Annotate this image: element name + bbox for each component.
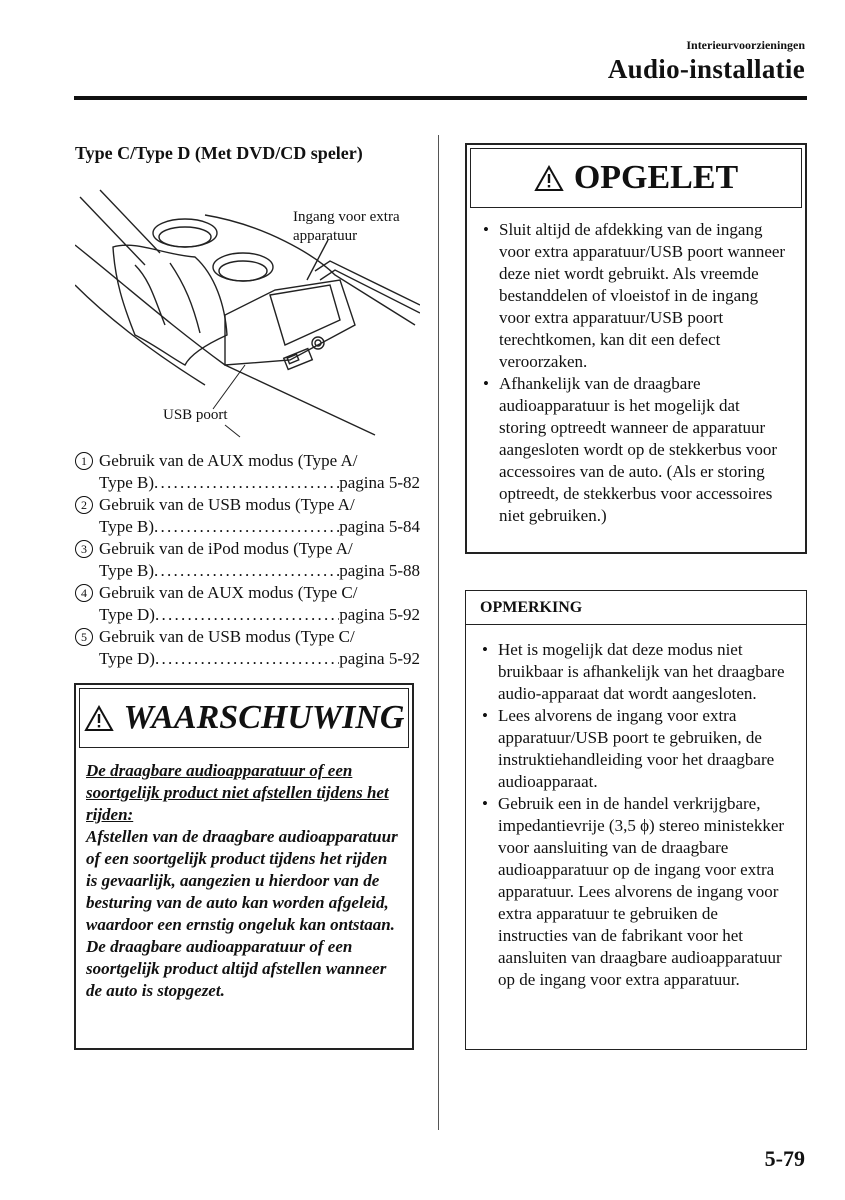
reference-item — [75, 626, 420, 670]
caution-box — [465, 143, 807, 554]
note-box — [465, 590, 807, 1050]
reference-type: Type D) — [99, 605, 155, 624]
reference-number: 2 — [75, 496, 93, 514]
caution-item: • Sluit altijd de afdekking van de ingang voor extra apparatuur/USB poort wanneer deze niet wordt gebruikt. Als vreemde bestanddelen of vloeistof in de ingang voor extra apparatuur/USB poort terechtkomen, kan dit een defect veroorzaken. — [479, 219, 791, 373]
note-item: • Lees alvorens de ingang voor extra apparatuur/USB poort te gebruiken, de instruktiehandleiding voor het draagbare audioapparaat. — [478, 705, 792, 793]
reference-page: pagina 5-84 — [339, 517, 420, 536]
column-divider — [438, 135, 439, 1130]
reference-number: 5 — [75, 628, 93, 646]
reference-item — [75, 538, 420, 582]
reference-type: Type B) — [99, 517, 154, 536]
reference-item — [75, 494, 420, 538]
warning-title: WAARSCHUWING — [123, 699, 405, 736]
page-number: 5-79 — [764, 1146, 805, 1171]
reference-type: Type D) — [99, 649, 155, 668]
aux-input-label: Ingang voor extra apparatuur — [293, 209, 400, 244]
reference-type: Type B) — [99, 473, 154, 492]
note-list — [466, 625, 806, 991]
reference-title: Gebruik van de USB modus (Type C/ — [99, 627, 355, 646]
warning-triangle-icon — [84, 705, 114, 732]
reference-number: 4 — [75, 584, 93, 602]
note-item: • Het is mogelijk dat deze modus niet bruikbaar is afhankelijk van het draagbare audio-apparaat dat wordt aangesloten. — [478, 639, 792, 705]
usb-port-label: USB poort — [163, 407, 228, 423]
page-title: Audio-installatie — [607, 54, 805, 84]
reference-page: pagina 5-92 — [339, 605, 420, 624]
section-heading: Type C/Type D (Met DVD/CD speler) — [75, 143, 363, 163]
reference-page: pagina 5-92 — [339, 649, 420, 668]
warning-box — [74, 683, 414, 1050]
reference-page: pagina 5-82 — [339, 473, 420, 492]
reference-page: pagina 5-88 — [339, 561, 420, 580]
warning-header — [79, 688, 409, 748]
reference-title: Gebruik van de AUX modus (Type A/ — [99, 451, 358, 470]
reference-item — [75, 450, 420, 494]
caution-item: • Afhankelijk van de draagbare audioapparatuur is het mogelijk dat storing optreedt wanneer de apparatuur aangesloten wordt op de stekkerbus voor accessoires van de auto. (Als er storing optreedt, de stekkerbus voor accessoires niet gebruiken.) — [479, 373, 791, 527]
header-rule — [74, 96, 807, 100]
caution-title: OPGELET — [573, 159, 739, 196]
reference-title: Gebruik van de iPod modus (Type A/ — [99, 539, 353, 558]
reference-number: 1 — [75, 452, 93, 470]
mode-reference-list — [75, 450, 420, 670]
reference-number: 3 — [75, 540, 93, 558]
warning-body — [76, 751, 412, 1002]
reference-item — [75, 582, 420, 626]
caution-list — [467, 211, 805, 527]
note-title: OPMERKING — [466, 591, 806, 625]
chapter-label: Interieurvoorzieningen — [686, 38, 805, 52]
caution-header — [470, 148, 802, 208]
caution-triangle-icon — [534, 165, 564, 192]
warning-text: Afstellen van de draagbare audioapparatuur of een soortgelijk product tijdens het rijden is gevaarlijk, aangezien u hierdoor van de besturing van de auto kan worden afgeleid, waardoor een ernstig ongeluk kan ontstaan. De draagbare audioapparatuur of een soortgelijk product altijd afstellen wanneer de auto is stopgezet. — [86, 827, 398, 1000]
reference-title: Gebruik van de AUX modus (Type C/ — [99, 583, 358, 602]
console-illustration — [75, 185, 420, 445]
reference-type: Type B) — [99, 561, 154, 580]
note-item: • Gebruik een in de handel verkrijgbare, impedantievrije (3,5 ϕ) stereo ministekker voor aansluiting van de draagbare audioapparatuur op de ingang voor extra apparatuur. Lees alvorens de ingang voor extra apparatuur te gebruiken de instructies van de fabrikant voor het aansluiten van draagbare audioapparatuur op de ingang voor extra apparatuur. — [478, 793, 792, 991]
warning-heading: De draagbare audioapparatuur of een soortgelijk product niet afstellen tijdens het rijden: — [86, 761, 389, 824]
reference-title: Gebruik van de USB modus (Type A/ — [99, 495, 355, 514]
